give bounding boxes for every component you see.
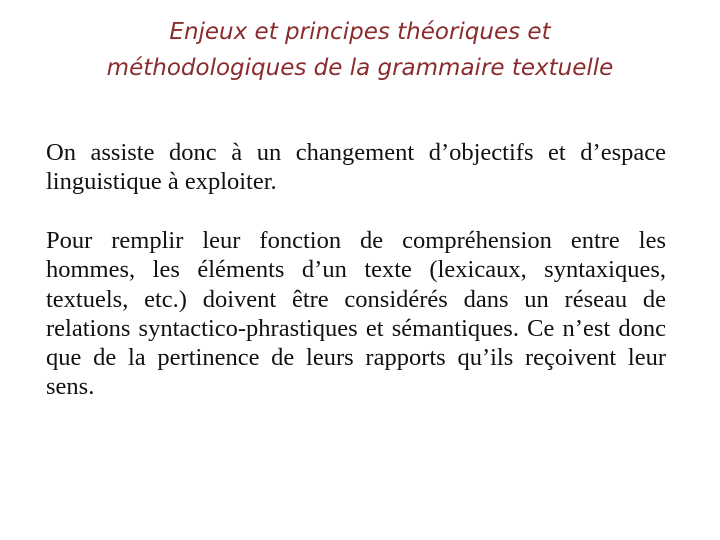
paragraph-2: Pour remplir leur fonction de compréhension entre les hommes, les éléments d’un texte (lexicaux, syntaxiques, textuels, etc.) doivent être considérés dans un réseau de relations syntactico-phrastiques et sémantiques. Ce n’est donc que de la pertinence de leurs rapports qu’ils reçoivent leur sens. (46, 227, 666, 401)
slide-title-line-2: méthodologiques de la grammaire textuelle (106, 55, 614, 81)
slide-title-line-1: Enjeux et principes théoriques et (169, 19, 551, 45)
slide-title (40, 14, 680, 86)
paragraph-1: On assiste donc à un changement d’objectifs et d’espace linguistique à exploiter. (46, 139, 666, 196)
